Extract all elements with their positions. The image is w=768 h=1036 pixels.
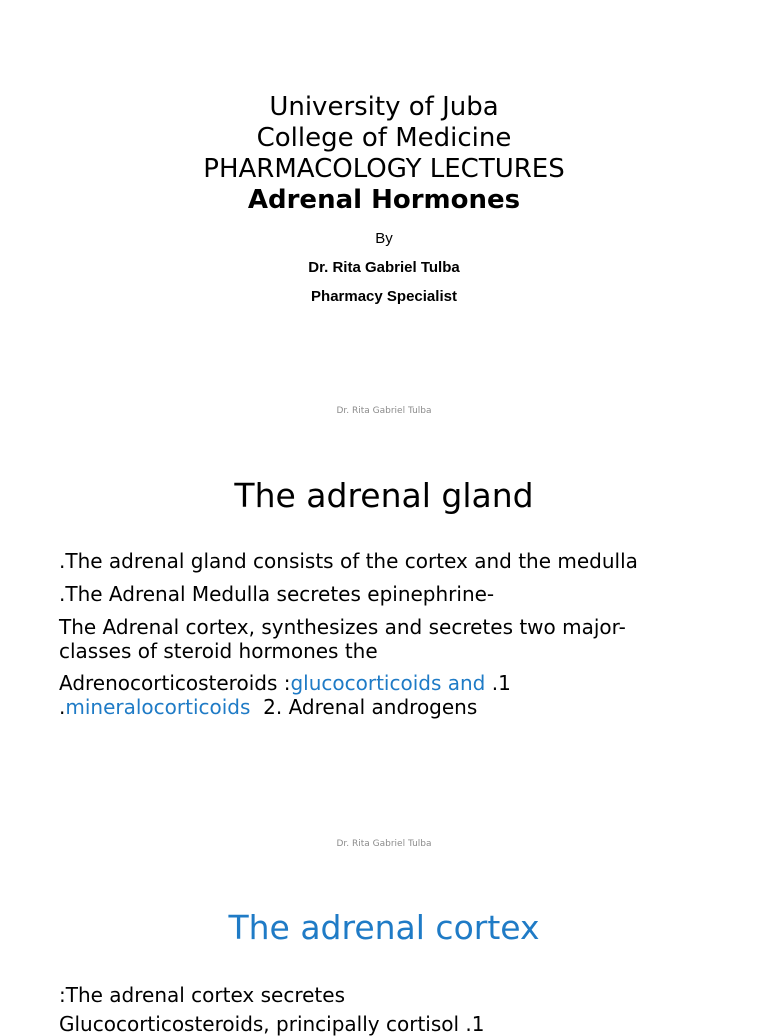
title-adrenal-hormones: Adrenal Hormones	[247, 185, 521, 215]
slide-2-bullet-3-line-2: classes of steroid hormones the	[59, 639, 378, 663]
slide-2-bullet-3-line-1: The Adrenal cortex, synthesizes and secretes two major-	[59, 615, 626, 639]
dot-text: .	[59, 695, 66, 719]
slide-2-footer: Dr. Rita Gabriel Tulba	[336, 839, 432, 849]
slide-1	[0, 92, 768, 306]
spacer	[0, 248, 768, 259]
title-lectures: PHARMACOLOGY LECTURES	[203, 154, 565, 184]
author-name: Dr. Rita Gabriel Tulba	[308, 259, 460, 276]
slide-2-bullet-2: .The Adrenal Medulla secretes epinephrine-	[59, 582, 495, 606]
slide-2-bullet-4-line-1	[59, 671, 719, 695]
adrenal-androgens-text: 2. Adrenal androgens	[250, 695, 478, 719]
slide-2-bullet-3	[59, 615, 719, 663]
slide-2-bullet-4-line-2	[59, 695, 719, 719]
slide-3-title: The adrenal cortex	[228, 908, 540, 947]
spacer	[0, 216, 768, 230]
spacer	[0, 277, 768, 288]
slide-2-title: The adrenal gland	[234, 476, 534, 515]
slide-2-bullet-1: .The adrenal gland consists of the cortex and the medulla	[59, 549, 638, 573]
mineralocorticoids-text: mineralocorticoids	[65, 695, 251, 719]
slide-3-line-1: :The adrenal cortex secretes	[59, 983, 345, 1007]
slide-3-line-2: Glucocorticosteroids, principally cortisol .1	[59, 1012, 485, 1036]
item-1-number: .1	[485, 671, 511, 695]
by-label: By	[375, 230, 393, 247]
title-college: College of Medicine	[256, 123, 512, 153]
adrenocorticosteroids-text: Adrenocorticosteroids :	[59, 671, 291, 695]
slide-2-bullet-4	[59, 671, 719, 719]
author-role: Pharmacy Specialist	[311, 288, 457, 305]
title-university: University of Juba	[269, 92, 499, 122]
slide-1-footer: Dr. Rita Gabriel Tulba	[336, 406, 432, 416]
glucocorticoids-text: glucocorticoids and	[290, 671, 486, 695]
